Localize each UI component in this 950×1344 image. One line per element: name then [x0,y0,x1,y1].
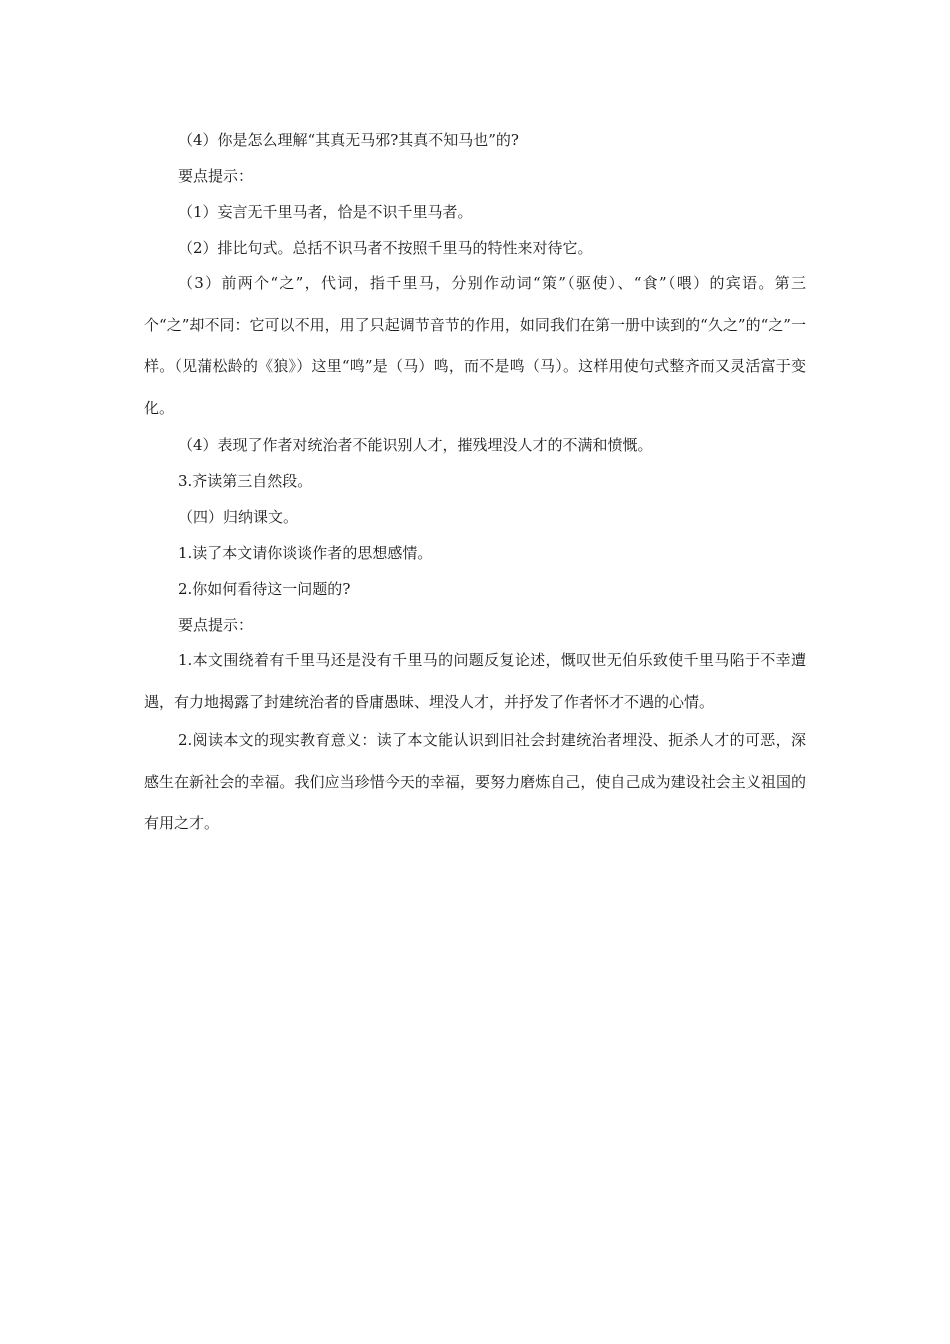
document-body [144,122,806,843]
summary-hint-heading: 要点提示： [178,616,254,634]
summary-question-2: 2.你如何看待这一问题的? [178,580,351,598]
hint-heading: 要点提示： [178,167,254,185]
hint-2: （2）排比句式。总括不识马者不按照千里马的特性来对待它。 [178,239,593,257]
summary-question-1: 1.读了本文请你谈谈作者的思想感情。 [178,544,433,562]
summary-hint-1: 1.本文围绕着有千里马还是没有千里马的问题反复论述，慨叹世无伯乐致使千里马陷于不幸遭遇，有力地揭露了封建统治者的昏庸愚昧、埋没人才，并抒发了作者怀才不遇的心情。 [144,651,806,711]
hint-4: （4）表现了作者对统治者不能识别人才，摧残埋没人才的不满和愤慨。 [178,436,653,454]
summary-hint-2: 2.阅读本文的现实教育意义：读了本文能认识到旧社会封建统治者埋没、扼杀人才的可恶，深感生在新社会的幸福。我们应当珍惜今天的幸福，要努力磨炼自己，使自己成为建设社会主义祖国的有用之才。 [144,731,806,832]
question-4: （4）你是怎么理解“其真无马邪?其真不知马也”的? [178,131,519,149]
hint-1: （1）妄言无千里马者，恰是不识千里马者。 [178,203,473,221]
hint-3: （3）前两个“之”，代词，指千里马，分别作动词“策”（驱使）、“食”（喂）的宾语。第三个“之”却不同：它可以不用，用了只起调节音节的作用，如同我们在第一册中读到的“久之”的“之”一样。（见蒲松龄的《狼》）这里“鸣”是（马）鸣，而不是鸣（马）。这样用使句式整齐而又灵活富于变化。 [144,274,806,417]
section-4-heading: （四）归纳课文。 [178,508,299,526]
step-3: 3.齐读第三自然段。 [178,472,313,490]
